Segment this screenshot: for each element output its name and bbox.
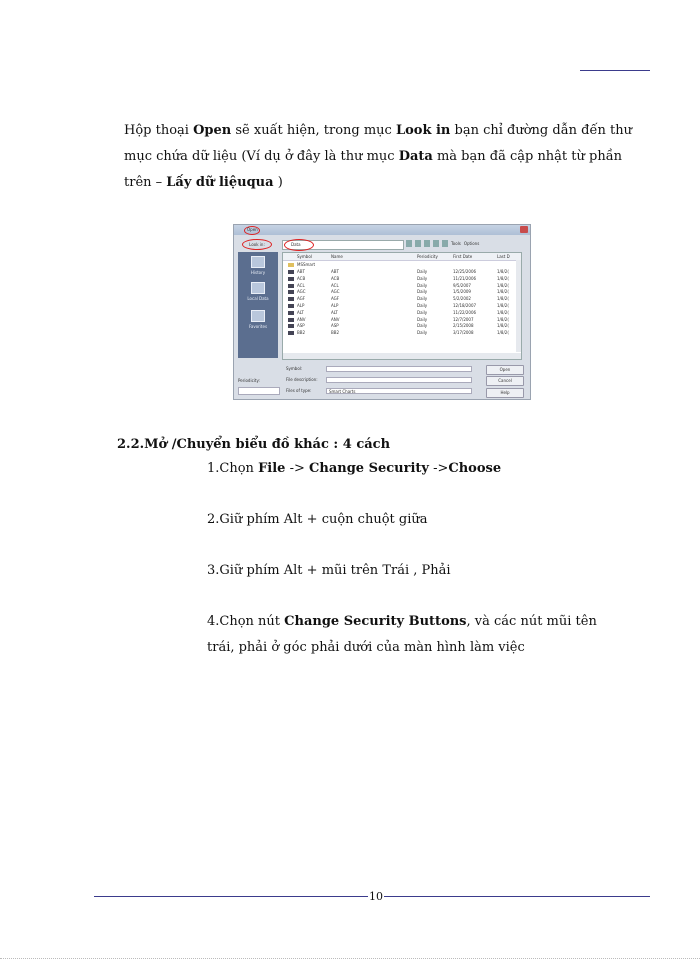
chart-file-icon: [288, 297, 294, 301]
text: sẽ xuất hiện, trong mục: [231, 123, 396, 138]
horizontal-scrollbar[interactable]: [283, 353, 521, 359]
bold-choose: Choose: [448, 461, 502, 476]
text: ): [273, 175, 283, 190]
intro-paragraph: [124, 118, 644, 196]
method-4: [207, 609, 627, 661]
local-data-icon: [251, 282, 265, 294]
help-button[interactable]: Help: [486, 388, 524, 398]
column-header[interactable]: First Date: [453, 254, 473, 259]
cell-last: 1/8/2(: [497, 323, 509, 329]
method-1: [207, 456, 627, 482]
cell-name: AGC: [331, 289, 340, 295]
place-local-data[interactable]: [242, 282, 274, 301]
cell-symbol: ACB: [297, 275, 306, 281]
periodicity-select[interactable]: [238, 387, 280, 395]
cell-periodicity: Daily: [417, 282, 428, 288]
folder-icon: [288, 263, 294, 267]
cell-first: 12/25/2006: [453, 269, 477, 274]
cell-name: ALT: [331, 309, 338, 315]
method-3: 3.Giữ phím Alt + mũi trên Trái , Phải: [207, 563, 451, 578]
bold-lay-du-lieu: Lấy dữ liệuqua: [166, 175, 274, 190]
symbol-input[interactable]: [326, 366, 472, 372]
cancel-button[interactable]: Cancel: [486, 376, 524, 386]
cell-name: ABT: [331, 269, 339, 274]
places-bar: [238, 252, 278, 358]
chart-file-icon: [288, 277, 294, 281]
symbol-label: Symbol:: [286, 366, 303, 371]
options-menu[interactable]: Options: [463, 241, 480, 246]
file-list[interactable]: [282, 252, 522, 360]
text: 4.Chọn nút: [207, 614, 285, 629]
views-icon[interactable]: [442, 240, 448, 247]
cell-symbol: ACL: [297, 282, 305, 288]
file-list-header: [283, 253, 521, 261]
new-folder-icon[interactable]: [433, 240, 439, 247]
bold-look-in: Look in: [395, 123, 451, 138]
cell-last: 1/8/2(: [497, 296, 509, 302]
cell-last: 1/8/2(: [497, 275, 509, 281]
column-header[interactable]: Name: [331, 254, 343, 259]
back-icon[interactable]: [406, 240, 412, 247]
look-in-value: Data: [291, 242, 301, 247]
cell-symbol: ALT: [297, 309, 304, 315]
file-description-label: File description:: [286, 377, 318, 382]
page-number: 10: [369, 890, 383, 903]
cell-periodicity: Daily: [417, 316, 428, 322]
text: ->: [285, 461, 310, 476]
dialog-toolbar: [406, 240, 479, 248]
place-label: Favorites: [248, 324, 268, 329]
cell-name: AGF: [331, 296, 340, 302]
chart-file-icon: [288, 284, 294, 288]
vertical-scrollbar[interactable]: [516, 260, 521, 352]
history-icon: [251, 256, 265, 268]
column-header[interactable]: Last D: [497, 254, 510, 259]
place-label: Local Data: [247, 296, 269, 301]
cell-periodicity: Daily: [417, 269, 428, 274]
cell-last: 1/8/2(: [497, 282, 509, 288]
place-history[interactable]: [242, 256, 274, 275]
cell-periodicity: Daily: [417, 275, 428, 281]
open-dialog-screenshot: [233, 224, 531, 400]
cell-periodicity: Daily: [417, 289, 428, 295]
page-bottom-border: [0, 958, 700, 959]
cell-first: 3/17/2008: [453, 330, 474, 336]
bold-change-security: Change Security: [309, 461, 429, 476]
cell-symbol: ANV: [297, 316, 306, 322]
folder-name: MSSmart: [297, 262, 316, 267]
cell-name: ASP: [331, 323, 339, 329]
cell-last: 1/8/2(: [497, 303, 509, 308]
cell-first: 11/22/2006: [453, 309, 477, 315]
cell-first: 5/2/2002: [453, 296, 471, 302]
chart-file-icon: [288, 290, 294, 294]
text: Hộp thoại: [124, 123, 194, 138]
cell-last: 1/8/2(: [497, 330, 509, 336]
cell-periodicity: Daily: [417, 330, 428, 336]
table-row[interactable]: [283, 269, 521, 275]
table-row[interactable]: [283, 296, 521, 302]
file-description-input[interactable]: [326, 377, 472, 383]
column-header[interactable]: Periodicity: [417, 254, 438, 259]
place-label: History: [250, 270, 266, 275]
cell-symbol: ASP: [297, 323, 305, 329]
dialog-titlebar: [234, 225, 530, 235]
text: mà bạn đã cập nhật từ phần trên –: [124, 149, 623, 190]
table-row[interactable]: [283, 289, 521, 295]
table-row[interactable]: [283, 303, 521, 309]
cell-symbol: ALP: [297, 303, 305, 308]
bold-data: Data: [398, 149, 433, 164]
cell-name: BB2: [331, 330, 340, 336]
chart-file-icon: [288, 270, 294, 274]
delete-icon[interactable]: [424, 240, 430, 247]
cell-last: 1/8/2(: [497, 316, 509, 322]
cell-symbol: ABT: [297, 269, 305, 274]
cell-name: ACL: [331, 282, 339, 288]
chart-file-icon: [288, 318, 294, 322]
look-in-label: Look in:: [242, 239, 272, 250]
table-row[interactable]: [283, 323, 521, 329]
list-item[interactable]: [283, 262, 521, 268]
cell-periodicity: Daily: [417, 296, 428, 302]
cell-first: 11/21/2006: [453, 275, 477, 281]
cell-first: 12/18/2007: [453, 303, 477, 308]
dialog-title: Open: [247, 227, 258, 232]
files-of-type-select[interactable]: Smart Charts: [326, 388, 472, 394]
table-row[interactable]: [283, 317, 521, 323]
cell-symbol: BB2: [297, 330, 306, 336]
favorites-icon: [251, 310, 265, 322]
place-favorites[interactable]: [242, 310, 274, 329]
table-row[interactable]: [283, 276, 521, 282]
cell-last: 1/8/2(: [497, 289, 509, 295]
cell-first: 1/5/2009: [453, 289, 471, 295]
header-rule: [580, 70, 650, 71]
cell-symbol: AGC: [297, 289, 306, 295]
look-in-select[interactable]: [282, 240, 404, 250]
bold-open: Open: [193, 123, 232, 138]
table-row[interactable]: [283, 310, 521, 316]
cell-first: 9/5/2007: [453, 282, 471, 288]
cell-name: ACB: [331, 275, 340, 281]
up-folder-icon[interactable]: [415, 240, 421, 247]
cell-name: ALP: [331, 303, 339, 308]
close-icon[interactable]: [520, 226, 528, 233]
chart-file-icon: [288, 304, 294, 308]
files-of-type-label: Files of type:: [286, 388, 312, 393]
cell-periodicity: Daily: [417, 303, 428, 308]
method-2: 2.Giữ phím Alt + cuộn chuột giữa: [207, 512, 428, 527]
text: bạn chỉ đường dẫn đến thư mục chứa dữ liệu (Ví dụ ở đây là thư mục: [124, 123, 632, 164]
chart-file-icon: [288, 324, 294, 328]
chart-file-icon: [288, 311, 294, 315]
cell-first: 2/15/2008: [453, 323, 474, 329]
cell-last: 1/8/2(: [497, 309, 509, 315]
text: ->: [428, 461, 449, 476]
chart-file-icon: [288, 331, 294, 335]
open-button[interactable]: Open: [486, 365, 524, 375]
cell-periodicity: Daily: [417, 323, 428, 329]
section-title: 2.2.Mở /Chuyển biểu đồ khác : 4 cách: [117, 437, 391, 452]
table-row[interactable]: [283, 330, 521, 336]
text: , và các nút mũi tên trái, phải ở góc phải dưới của màn hình làm việc: [207, 614, 597, 655]
column-header[interactable]: Symbol: [297, 254, 312, 259]
bold-change-security-buttons: Change Security Buttons: [284, 614, 467, 629]
cell-symbol: AGF: [297, 296, 306, 302]
cell-periodicity: Daily: [417, 309, 428, 315]
bold-file: File: [258, 461, 286, 476]
periodicity-label: Periodicity:: [238, 378, 260, 383]
text: 1.Chọn: [207, 461, 259, 476]
cell-last: 1/8/2(: [497, 269, 509, 274]
cell-name: ANV: [331, 316, 340, 322]
tools-menu[interactable]: Tools: [451, 241, 461, 246]
table-row[interactable]: [283, 283, 521, 289]
cell-first: 12/7/2007: [453, 316, 474, 322]
